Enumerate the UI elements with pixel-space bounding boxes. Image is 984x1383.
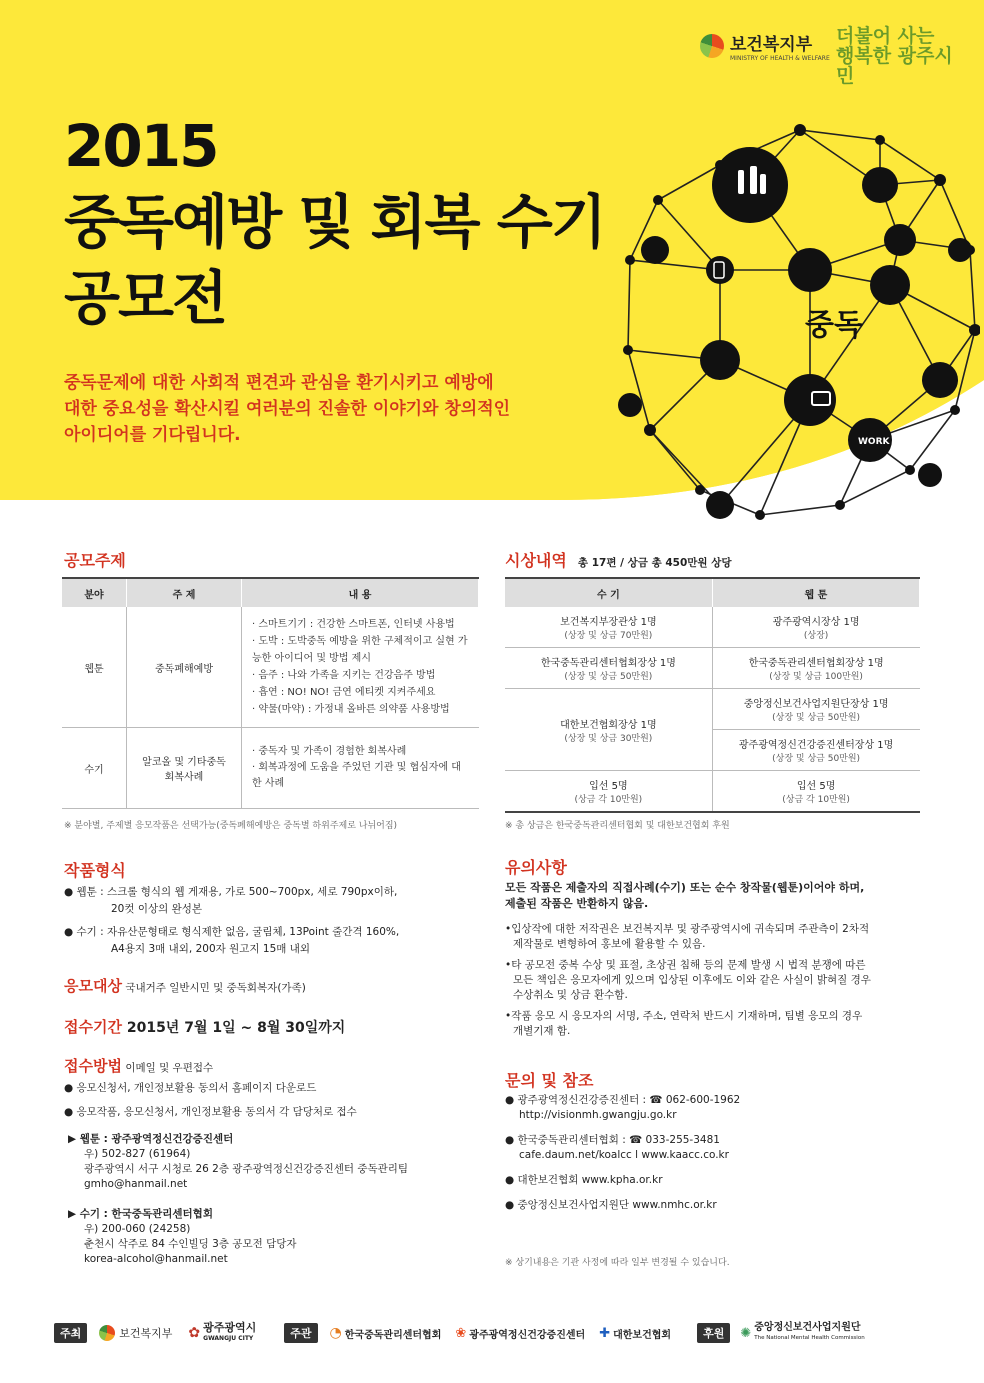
table-row <box>505 607 920 648</box>
award-name: 중앙정신보건사업지원단장상 1명 <box>743 699 889 710</box>
organizer-tag: 주관 <box>284 1323 317 1343</box>
mohw-logo-text: 보건복지부 <box>730 35 813 55</box>
footer-sponsor1: 중앙정신보건사업지원단 <box>754 1322 861 1333</box>
format-webtoon-line2: 20컷 이상의 완성본 <box>111 903 203 915</box>
caution-item: 모든 책임은 응모자에게 있으며 입상된 이후에도 이와 같은 사실이 밝혀질 경우 <box>513 974 871 986</box>
awards-summary: 총 17편 / 상금 총 450만원 상당 <box>577 557 732 569</box>
table-row <box>62 607 479 728</box>
title-line1: 중독예방 및 회복 수기 <box>64 188 605 256</box>
caution-item: •작품 응모 시 응모자의 서명, 주소, 연락처 반드시 기재하며, 팀별 응모의 경우 <box>505 1010 863 1022</box>
award-desc: (상장 및 상금 100만원) <box>769 672 863 682</box>
footer-org1: 한국중독관리센터협회 <box>344 1329 442 1341</box>
main-title <box>64 108 605 336</box>
award-name: 입선 5명 <box>796 781 836 792</box>
award-name: 입선 5명 <box>589 781 628 792</box>
caution-item: 수상취소 및 상금 환수함. <box>513 989 628 1001</box>
awards-heading: 시상내역 <box>505 551 567 570</box>
addiction-network-illustration <box>610 110 980 530</box>
topic-item: · 약물(마약) : 가정내 올바른 의약품 사용방법 <box>252 704 450 715</box>
nmhc-emblem-icon: ✺ <box>740 1325 752 1341</box>
topic-item: · 흡연 : NO! NO! 금연 에티켓 지켜주세요 <box>252 687 436 698</box>
format-webtoon <box>64 884 397 918</box>
award-desc: (상장 및 상금 50만원) <box>564 672 653 682</box>
intro-line2: 대한 중요성을 확산시킬 여러분의 진솔한 이야기와 창의적인 <box>64 399 511 419</box>
format-essay <box>64 924 399 958</box>
caution-item: 제작물로 변형하여 홍보에 활용할 수 있음. <box>513 938 706 950</box>
intro-line1: 중독문제에 대한 사회적 편견과 관심을 환기시키고 예방에 <box>64 373 494 393</box>
awards-header-essay: 수 기 <box>505 578 712 607</box>
table-row <box>505 771 920 813</box>
intro-text <box>64 370 544 448</box>
footer-host2-en: GWANGJU CITY <box>203 1335 254 1342</box>
webtoon-address-email: gmho@hanmail.net <box>84 1178 188 1190</box>
contact-item: ● 광주광역정신건강증진센터 : ☎ 062-600-1962 <box>505 1094 741 1106</box>
footer-host1: 보건복지부 <box>119 1327 173 1340</box>
award-desc: (상장 및 상금 50만원) <box>772 713 861 723</box>
intro-line3: 아이디어를 기다립니다. <box>64 425 241 445</box>
award-desc: (상금 각 10만원) <box>782 795 850 805</box>
period-row <box>64 1016 345 1037</box>
caution-item: •입상작에 대한 저작권은 보건복지부 및 광주광역시에 귀속되며 주관측이 2차적 <box>505 923 870 935</box>
topic-header-field: 분야 <box>62 578 127 607</box>
topic-item: · 스마트기기 : 건강한 스마트폰, 인터넷 사용법 <box>252 619 455 630</box>
method-subtitle: 이메일 및 우편접수 <box>125 1062 214 1074</box>
mohw-emblem-icon <box>99 1325 115 1341</box>
contact-list <box>505 1093 740 1213</box>
topic-item: · 중독자 및 가족이 경험한 회복사례 <box>252 746 407 757</box>
method-essay-address <box>68 1207 297 1267</box>
title-line2: 공모전 <box>64 264 227 332</box>
contact-item: ● 대한보건협회 www.kpha.or.kr <box>505 1174 663 1186</box>
award-name: 광주광역시장상 1명 <box>772 617 860 628</box>
contact-item: ● 중앙정신보건사업지원단 www.nmhc.or.kr <box>505 1199 717 1211</box>
award-desc: (상장 및 상금 50만원) <box>772 754 861 764</box>
kaacc-emblem-icon: ◔ <box>329 1325 342 1341</box>
gwangju-slogan-logo: 더불어 사는 행복한 광주시민 <box>836 25 953 87</box>
award-name: 광주광역정신건강증진센터장상 1명 <box>738 740 894 751</box>
table-row <box>505 689 920 730</box>
caution-item: 개별기재 함. <box>513 1025 571 1037</box>
award-desc: (상금 각 10만원) <box>574 795 643 805</box>
topic-table <box>62 577 479 809</box>
mohw-logo-en: MINISTRY OF HEALTH & WELFARE <box>730 55 830 62</box>
essay-address-email: korea-alcohol@hanmail.net <box>84 1253 228 1265</box>
contact-link[interactable]: cafe.daum.net/koalcc l www.kaacc.co.kr <box>519 1149 729 1161</box>
mohw-emblem-icon <box>700 34 724 58</box>
target-text: 국내거주 일반시민 및 중독회복자(가족) <box>125 982 306 994</box>
awards-heading-row <box>505 548 732 571</box>
footer-host2: 광주광역시 <box>203 1321 257 1334</box>
awards-header-webtoon: 웹 툰 <box>712 578 919 607</box>
webtoon-address-title: ▶ 웹툰 : 광주광역정신건강증진센터 <box>68 1133 234 1145</box>
topic-item: · 회복과정에 도움을 주었던 기관 및 협심자에 대한 사례 <box>252 762 461 789</box>
format-essay-line1: ● 수기 : 자유산문형태로 형식제한 없음, 굴림체, 13Point 줄간격 160%, <box>64 926 400 938</box>
topic-field: 웹툰 <box>62 607 127 728</box>
footer-sponsor1-en: The National Mental Health Commission <box>754 1335 865 1341</box>
award-desc: (상장 및 상금 70만원) <box>564 631 653 641</box>
contact-note: ※ 상기내용은 기관 사정에 따라 일부 변경될 수 있습니다. <box>505 1258 730 1268</box>
gmhc-emblem-icon: ❀ <box>455 1325 467 1341</box>
topic-item: · 도박 : 도박중독 예방을 위한 구체적이고 실현 가능한 아이디어 및 방법 제시 <box>252 636 468 664</box>
period-text: 2015년 7월 1일 ~ 8월 30일까지 <box>126 1020 346 1036</box>
topic-heading: 공모주제 <box>64 551 126 570</box>
format-essay-line2: A4용지 3매 내외, 200자 원고지 15매 내외 <box>111 943 311 955</box>
method-row <box>64 1055 213 1076</box>
award-name: 한국중독관리센터협회장상 1명 <box>748 658 884 669</box>
format-webtoon-line1: ● 웹툰 : 스크롤 형식의 웹 게재용, 가로 500~700px, 세로 790px이하, <box>64 886 398 898</box>
essay-address-zip: 우) 200-060 (24258) <box>84 1223 191 1235</box>
method-bullet: ● 응모신청서, 개인정보활용 동의서 홈페이지 다운로드 <box>64 1082 317 1094</box>
webtoon-address-zip: 우) 502-827 (61964) <box>84 1148 191 1160</box>
caution-heading: 유의사항 <box>505 858 567 877</box>
awards-note: ※ 총 상금은 한국중독관리센터협회 및 대한보건협회 후원 <box>505 821 730 831</box>
topic-subject: 중독폐해예방 <box>127 607 242 728</box>
method-webtoon-address <box>68 1132 408 1192</box>
sponsor-tag: 후원 <box>697 1323 730 1343</box>
method-heading: 접수방법 <box>64 1057 122 1075</box>
contact-heading: 문의 및 참조 <box>505 1071 594 1090</box>
table-row <box>62 728 479 809</box>
topic-field: 수기 <box>62 728 127 809</box>
caution-list <box>505 922 871 1039</box>
target-row <box>64 975 306 996</box>
mohw-logo <box>700 30 830 62</box>
title-year: 2015 <box>64 112 218 180</box>
award-name: 대한보건협회장상 1명 <box>560 719 657 731</box>
gwangju-emblem-icon: ✿ <box>188 1325 201 1341</box>
network-center-label: 중독 <box>805 308 863 343</box>
host-tag: 주최 <box>54 1323 87 1343</box>
footer-organizers <box>0 1318 984 1348</box>
format-heading: 작품형식 <box>64 861 126 880</box>
topic-header-subject: 주 제 <box>127 578 242 607</box>
table-row <box>505 648 920 689</box>
contact-link[interactable]: http://visionmh.gwangju.go.kr <box>519 1109 677 1121</box>
svg-text:WORK: WORK <box>858 437 890 447</box>
award-name: 한국중독관리센터협회장상 1명 <box>540 658 676 669</box>
award-name: 보건복지부장관상 1명 <box>560 617 657 628</box>
contact-item: ● 한국중독관리센터협회 : ☎ 033-255-3481 <box>505 1134 720 1146</box>
topic-item: · 음주 : 나와 가족을 지키는 건강음주 방법 <box>252 670 436 681</box>
caution-item: •타 공모전 중복 수상 및 표절, 초상권 침해 등의 문제 발생 시 법적 분쟁에 따른 <box>505 959 866 971</box>
footer-org2: 광주광역정신건강증진센터 <box>469 1329 586 1341</box>
topic-header-content: 내 용 <box>242 578 479 607</box>
footer-org3: 대한보건협회 <box>613 1329 672 1341</box>
webtoon-address-line: 광주광역시 서구 시청로 26 2층 광주광역정신건강증진센터 중독관리팀 <box>84 1163 409 1175</box>
kpha-emblem-icon: ✚ <box>599 1325 611 1341</box>
essay-address-title: ▶ 수기 : 한국중독관리센터협회 <box>68 1208 213 1220</box>
caution-lead-line2: 제출된 작품은 반환하지 않음. <box>505 897 649 910</box>
awards-table <box>505 577 920 813</box>
method-bullet: ● 응모작품, 응모신청서, 개인정보활용 동의서 각 담당처로 접수 <box>64 1106 357 1118</box>
essay-address-line: 춘천시 삭주로 84 수인빌딩 3층 공모전 담당자 <box>84 1238 297 1250</box>
target-heading: 응모대상 <box>64 977 122 995</box>
topic-note: ※ 분야별, 주제별 응모작품은 선택가능(중독폐해예방은 중독별 하위주제로 나뉘어짐) <box>64 821 398 831</box>
caution-lead-line1: 모든 작품은 제출자의 직접사례(수기) 또는 순수 창작물(웹툰)이어야 하며, <box>505 881 865 894</box>
period-heading: 접수기간 <box>64 1018 122 1036</box>
award-desc: (상장) <box>803 631 829 641</box>
topic-subject: 알코올 및 기타중독 회복사례 <box>127 728 242 809</box>
caution-lead <box>505 880 864 912</box>
award-desc: (상장 및 상금 30만원) <box>564 733 653 744</box>
